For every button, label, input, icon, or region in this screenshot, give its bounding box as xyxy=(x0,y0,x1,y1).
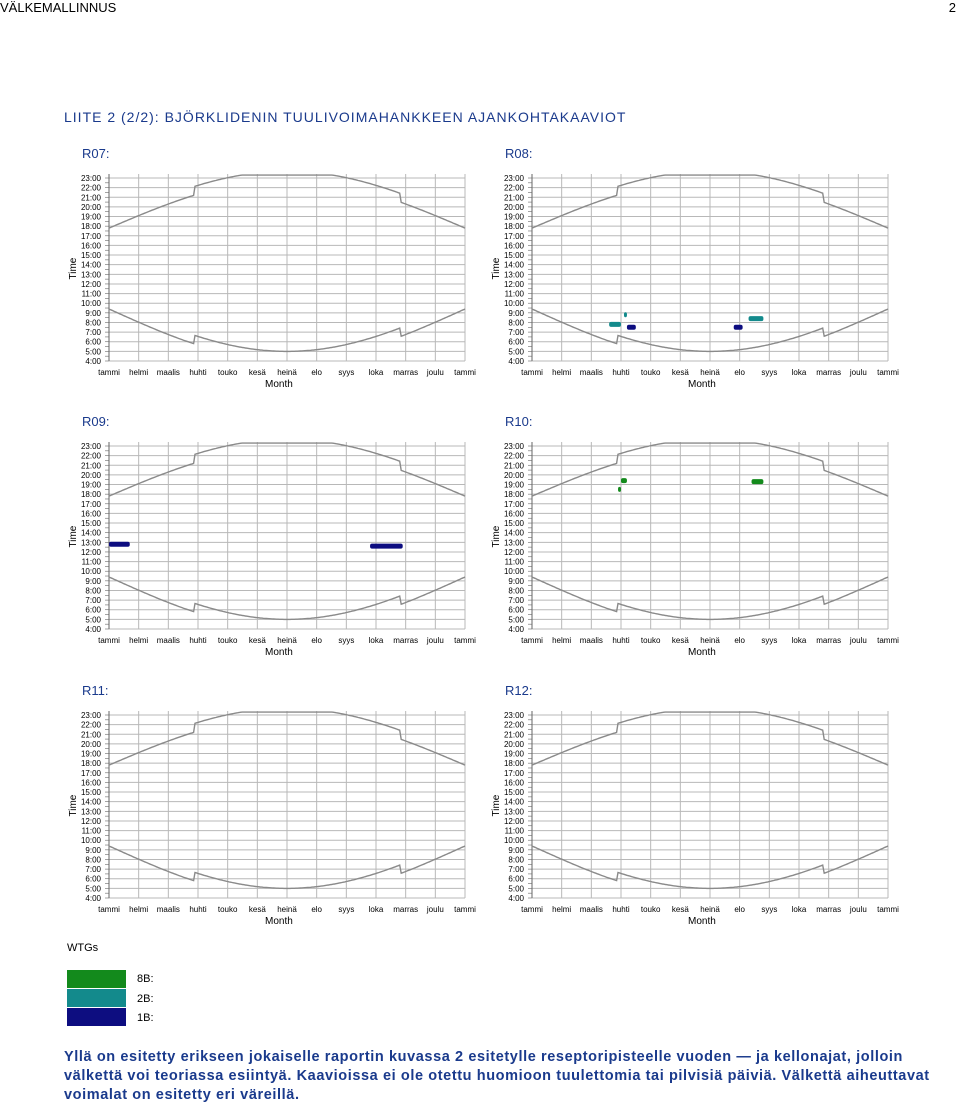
legend-title: WTGs xyxy=(67,942,99,954)
y-tick-label: 7:00 xyxy=(508,328,524,338)
x-tick-label: joulu xyxy=(426,636,444,645)
x-tick-label: maalis xyxy=(156,636,180,645)
y-axis-label: Time xyxy=(491,257,502,280)
y-tick-label: 13:00 xyxy=(80,270,101,280)
y-tick-label: 11:00 xyxy=(504,826,524,836)
x-tick-label: loka xyxy=(368,368,384,377)
y-tick-label: 6:00 xyxy=(85,337,101,347)
y-tick-label: 15:00 xyxy=(503,788,524,798)
x-tick-label: loka xyxy=(368,636,384,645)
y-axis-label: Time xyxy=(68,257,79,280)
x-axis-label: Month xyxy=(688,379,716,390)
y-tick-label: 5:00 xyxy=(508,884,524,894)
legend-swatch-8b xyxy=(67,970,126,988)
y-tick-label: 13:00 xyxy=(503,807,524,817)
y-tick-label: 5:00 xyxy=(508,347,524,357)
x-tick-label: elo xyxy=(734,905,746,914)
y-tick-label: 13:00 xyxy=(503,538,524,548)
flicker-mark-8b xyxy=(752,479,764,484)
y-tick-label: 8:00 xyxy=(85,586,101,596)
x-tick-label: marras xyxy=(393,905,419,914)
y-tick-label: 18:00 xyxy=(503,490,524,500)
x-tick-label: touko xyxy=(217,636,238,645)
flicker-mark-2b xyxy=(749,316,764,321)
x-tick-label: touko xyxy=(217,368,238,377)
y-tick-label: 22:00 xyxy=(503,720,524,730)
flicker-mark-2b xyxy=(609,322,621,327)
y-tick-label: 16:00 xyxy=(503,778,524,788)
y-tick-label: 12:00 xyxy=(503,816,524,826)
y-tick-label: 9:00 xyxy=(508,845,524,855)
y-tick-label: 15:00 xyxy=(80,519,101,529)
x-tick-label: helmi xyxy=(552,905,572,914)
x-tick-label: helmi xyxy=(129,905,149,914)
y-tick-label: 20:00 xyxy=(80,739,101,749)
x-tick-label: loka xyxy=(791,368,807,377)
y-tick-label: 23:00 xyxy=(80,174,101,183)
x-tick-label: maalis xyxy=(579,905,603,914)
x-tick-label: loka xyxy=(368,905,384,914)
y-tick-label: 4:00 xyxy=(85,625,101,634)
y-tick-label: 20:00 xyxy=(80,470,101,480)
y-tick-label: 16:00 xyxy=(80,778,101,788)
chart-svg xyxy=(485,413,905,663)
x-tick-label: tammi xyxy=(98,368,120,377)
y-tick-label: 6:00 xyxy=(85,605,101,615)
y-tick-label: 19:00 xyxy=(80,212,101,222)
y-tick-label: 17:00 xyxy=(503,499,524,509)
x-tick-label: heinä xyxy=(277,905,297,914)
legend-label-2b: 2B: xyxy=(137,993,154,1005)
x-tick-label: huhti xyxy=(612,905,630,914)
x-tick-label: tammi xyxy=(521,636,543,645)
x-axis-label: Month xyxy=(265,916,293,927)
chart-svg xyxy=(485,145,905,395)
y-tick-label: 16:00 xyxy=(80,241,101,251)
chart-r07 xyxy=(62,145,482,400)
chart-title: R11: xyxy=(82,683,109,698)
y-tick-label: 17:00 xyxy=(80,768,101,778)
y-tick-label: 20:00 xyxy=(80,202,101,212)
y-tick-label: 18:00 xyxy=(80,759,101,769)
y-tick-label: 8:00 xyxy=(85,318,101,328)
x-tick-label: tammi xyxy=(454,368,476,377)
y-tick-label: 7:00 xyxy=(85,596,101,606)
x-tick-label: huhti xyxy=(612,368,630,377)
y-tick-label: 22:00 xyxy=(503,183,524,193)
y-tick-label: 9:00 xyxy=(508,308,524,318)
y-axis-label: Time xyxy=(491,794,502,817)
y-tick-label: 13:00 xyxy=(80,538,101,548)
legend-label-8b: 8B: xyxy=(137,973,154,985)
x-tick-label: tammi xyxy=(454,636,476,645)
y-tick-label: 10:00 xyxy=(503,567,524,577)
y-tick-label: 11:00 xyxy=(504,557,524,567)
y-tick-label: 14:00 xyxy=(80,797,101,807)
y-tick-label: 19:00 xyxy=(503,749,524,759)
chart-title: R08: xyxy=(505,146,533,161)
x-tick-label: helmi xyxy=(552,636,572,645)
x-axis-label: Month xyxy=(265,647,293,658)
y-tick-label: 21:00 xyxy=(80,730,101,740)
chart-r12 xyxy=(485,682,905,937)
y-tick-label: 16:00 xyxy=(503,509,524,519)
x-tick-label: joulu xyxy=(426,368,444,377)
x-tick-label: tammi xyxy=(98,636,120,645)
x-tick-label: heinä xyxy=(277,368,297,377)
chart-title: R12: xyxy=(505,683,533,698)
x-tick-label: kesä xyxy=(248,905,266,914)
y-tick-label: 11:00 xyxy=(504,289,524,299)
y-tick-label: 15:00 xyxy=(80,788,101,798)
y-tick-label: 4:00 xyxy=(508,625,524,634)
flicker-mark-8b xyxy=(621,478,627,483)
y-tick-label: 4:00 xyxy=(508,894,524,903)
x-tick-label: syys xyxy=(338,905,355,914)
x-tick-label: syys xyxy=(338,368,355,377)
x-tick-label: touko xyxy=(640,368,661,377)
y-tick-label: 21:00 xyxy=(503,193,524,203)
x-tick-label: huhti xyxy=(612,636,630,645)
y-tick-label: 16:00 xyxy=(80,509,101,519)
x-tick-label: tammi xyxy=(454,905,476,914)
x-tick-label: helmi xyxy=(552,368,572,377)
flicker-mark-8b xyxy=(618,487,621,492)
caption-text: Yllä on esitetty erikseen jokaiselle raportin kuvassa 2 esitetylle reseptoripisteelle vuoden — ja kellonajat, jolloin välkettä voi teoriassa esiintyä. Kaavioissa ei ole otettu huomioon tuulettomia tai pilvisiä päiviä. Välkettä aiheuttavat voimalat on esitetty eri väreillä. xyxy=(64,1049,930,1103)
x-axis-label: Month xyxy=(688,647,716,658)
x-tick-label: tammi xyxy=(521,905,543,914)
y-tick-label: 22:00 xyxy=(80,451,101,461)
flicker-mark-1b xyxy=(109,542,130,547)
y-tick-label: 18:00 xyxy=(503,222,524,232)
y-tick-label: 13:00 xyxy=(80,807,101,817)
y-axis-label: Time xyxy=(491,525,502,548)
x-tick-label: elo xyxy=(311,636,323,645)
x-tick-label: elo xyxy=(311,368,323,377)
x-tick-label: marras xyxy=(393,368,419,377)
chart-svg xyxy=(485,682,905,932)
flicker-mark-1b xyxy=(627,325,636,330)
x-tick-label: loka xyxy=(791,905,807,914)
x-tick-label: heinä xyxy=(700,905,720,914)
y-tick-label: 6:00 xyxy=(85,874,101,884)
y-tick-label: 21:00 xyxy=(503,730,524,740)
x-tick-label: elo xyxy=(311,905,323,914)
y-tick-label: 18:00 xyxy=(503,759,524,769)
chart-title: R10: xyxy=(505,414,533,429)
x-tick-label: maalis xyxy=(156,905,180,914)
legend-swatch-1b xyxy=(67,1008,126,1026)
chart-r08 xyxy=(485,145,905,400)
flicker-mark-2b xyxy=(624,312,627,317)
y-tick-label: 19:00 xyxy=(503,212,524,222)
x-tick-label: touko xyxy=(640,636,661,645)
x-tick-label: tammi xyxy=(877,636,899,645)
y-tick-label: 12:00 xyxy=(80,547,101,557)
y-tick-label: 7:00 xyxy=(85,328,101,338)
y-tick-label: 17:00 xyxy=(80,231,101,241)
y-tick-label: 6:00 xyxy=(508,874,524,884)
y-tick-label: 15:00 xyxy=(503,251,524,261)
x-tick-label: huhti xyxy=(189,636,207,645)
y-tick-label: 11:00 xyxy=(81,557,101,567)
y-tick-label: 11:00 xyxy=(81,826,101,836)
y-tick-label: 20:00 xyxy=(503,739,524,749)
y-tick-label: 14:00 xyxy=(503,260,524,270)
y-axis-label: Time xyxy=(68,794,79,817)
x-tick-label: syys xyxy=(761,636,778,645)
x-axis-label: Month xyxy=(265,379,293,390)
y-tick-label: 23:00 xyxy=(80,442,101,451)
y-tick-label: 15:00 xyxy=(80,251,101,261)
x-tick-label: syys xyxy=(761,368,778,377)
x-tick-label: helmi xyxy=(129,636,149,645)
y-tick-label: 17:00 xyxy=(80,499,101,509)
y-tick-label: 19:00 xyxy=(80,749,101,759)
x-tick-label: kesä xyxy=(671,905,689,914)
y-tick-label: 17:00 xyxy=(503,768,524,778)
y-tick-label: 23:00 xyxy=(503,174,524,183)
y-tick-label: 22:00 xyxy=(80,720,101,730)
x-tick-label: syys xyxy=(761,905,778,914)
y-tick-label: 14:00 xyxy=(503,528,524,538)
x-tick-label: elo xyxy=(734,636,746,645)
y-tick-label: 8:00 xyxy=(508,855,524,865)
y-tick-label: 10:00 xyxy=(80,299,101,309)
y-tick-label: 4:00 xyxy=(85,357,101,366)
y-tick-label: 20:00 xyxy=(503,470,524,480)
x-tick-label: marras xyxy=(393,636,419,645)
x-tick-label: touko xyxy=(640,905,661,914)
y-tick-label: 7:00 xyxy=(85,865,101,875)
y-tick-label: 5:00 xyxy=(85,615,101,625)
y-tick-label: 14:00 xyxy=(80,260,101,270)
y-tick-label: 21:00 xyxy=(503,461,524,471)
x-tick-label: tammi xyxy=(877,368,899,377)
document-header-title: VÄLKEMALLINNUS xyxy=(0,0,117,15)
x-tick-label: joulu xyxy=(849,905,867,914)
x-tick-label: joulu xyxy=(426,905,444,914)
y-tick-label: 15:00 xyxy=(503,519,524,529)
y-tick-label: 5:00 xyxy=(85,884,101,894)
chart-title: R07: xyxy=(82,146,110,161)
x-tick-label: maalis xyxy=(156,368,180,377)
x-tick-label: heinä xyxy=(700,636,720,645)
x-tick-label: heinä xyxy=(277,636,297,645)
y-tick-label: 19:00 xyxy=(80,480,101,490)
chart-title: R09: xyxy=(82,414,110,429)
y-tick-label: 19:00 xyxy=(503,480,524,490)
y-tick-label: 12:00 xyxy=(503,547,524,557)
x-tick-label: maalis xyxy=(579,636,603,645)
x-tick-label: syys xyxy=(338,636,355,645)
y-tick-label: 12:00 xyxy=(80,279,101,289)
x-tick-label: heinä xyxy=(700,368,720,377)
y-tick-label: 6:00 xyxy=(508,605,524,615)
x-tick-label: maalis xyxy=(579,368,603,377)
x-tick-label: huhti xyxy=(189,905,207,914)
y-tick-label: 23:00 xyxy=(503,442,524,451)
x-tick-label: kesä xyxy=(248,636,266,645)
x-tick-label: kesä xyxy=(671,636,689,645)
y-tick-label: 5:00 xyxy=(508,615,524,625)
x-axis-label: Month xyxy=(688,916,716,927)
y-tick-label: 13:00 xyxy=(503,270,524,280)
y-tick-label: 9:00 xyxy=(508,576,524,586)
x-tick-label: tammi xyxy=(521,368,543,377)
x-tick-label: loka xyxy=(791,636,807,645)
y-tick-label: 9:00 xyxy=(85,308,101,318)
y-tick-label: 16:00 xyxy=(503,241,524,251)
y-tick-label: 5:00 xyxy=(85,347,101,357)
legend-label-1b: 1B: xyxy=(137,1012,154,1024)
flicker-mark-1b xyxy=(370,544,403,549)
x-tick-label: tammi xyxy=(98,905,120,914)
x-tick-label: huhti xyxy=(189,368,207,377)
y-tick-label: 9:00 xyxy=(85,845,101,855)
y-axis-label: Time xyxy=(68,525,79,548)
x-tick-label: joulu xyxy=(849,636,867,645)
chart-r11 xyxy=(62,682,482,937)
y-tick-label: 22:00 xyxy=(503,451,524,461)
y-tick-label: 18:00 xyxy=(80,222,101,232)
legend-swatch-2b xyxy=(67,989,126,1007)
y-tick-label: 12:00 xyxy=(80,816,101,826)
y-tick-label: 8:00 xyxy=(508,318,524,328)
y-tick-label: 12:00 xyxy=(503,279,524,289)
chart-r09 xyxy=(62,413,482,668)
y-tick-label: 14:00 xyxy=(80,528,101,538)
x-tick-label: marras xyxy=(816,368,842,377)
y-tick-label: 11:00 xyxy=(81,289,101,299)
y-tick-label: 7:00 xyxy=(508,596,524,606)
x-tick-label: kesä xyxy=(671,368,689,377)
x-tick-label: tammi xyxy=(877,905,899,914)
y-tick-label: 8:00 xyxy=(85,855,101,865)
x-tick-label: helmi xyxy=(129,368,149,377)
y-tick-label: 9:00 xyxy=(85,576,101,586)
chart-svg xyxy=(62,413,482,663)
chart-svg xyxy=(62,682,482,932)
appendix-title: LIITE 2 (2/2): BJÖRKLIDENIN TUULIVOIMAHANKKEEN AJANKOHTAKAAVIOT xyxy=(64,109,627,125)
y-tick-label: 10:00 xyxy=(503,836,524,846)
y-tick-label: 23:00 xyxy=(503,711,524,720)
y-tick-label: 17:00 xyxy=(503,231,524,241)
y-tick-label: 10:00 xyxy=(80,836,101,846)
y-tick-label: 18:00 xyxy=(80,490,101,500)
y-tick-label: 14:00 xyxy=(503,797,524,807)
page-number: 2 xyxy=(948,0,956,15)
y-tick-label: 4:00 xyxy=(508,357,524,366)
y-tick-label: 10:00 xyxy=(503,299,524,309)
x-tick-label: touko xyxy=(217,905,238,914)
y-tick-label: 21:00 xyxy=(80,193,101,203)
y-tick-label: 8:00 xyxy=(508,586,524,596)
x-tick-label: joulu xyxy=(849,368,867,377)
chart-svg xyxy=(62,145,482,395)
y-tick-label: 10:00 xyxy=(80,567,101,577)
y-tick-label: 23:00 xyxy=(80,711,101,720)
y-tick-label: 22:00 xyxy=(80,183,101,193)
flicker-mark-1b xyxy=(734,325,743,330)
chart-r10 xyxy=(485,413,905,668)
y-tick-label: 21:00 xyxy=(80,461,101,471)
y-tick-label: 6:00 xyxy=(508,337,524,347)
y-tick-label: 7:00 xyxy=(508,865,524,875)
x-tick-label: marras xyxy=(816,636,842,645)
y-tick-label: 20:00 xyxy=(503,202,524,212)
x-tick-label: elo xyxy=(734,368,746,377)
x-tick-label: marras xyxy=(816,905,842,914)
x-tick-label: kesä xyxy=(248,368,266,377)
y-tick-label: 4:00 xyxy=(85,894,101,903)
